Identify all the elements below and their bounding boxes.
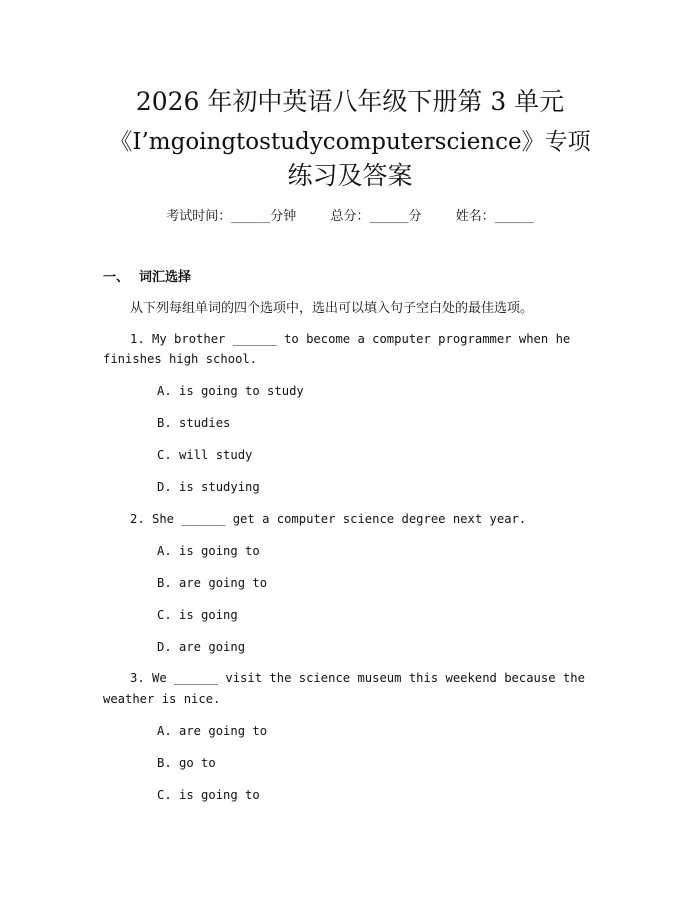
document-title-line-3: 练习及答案 xyxy=(287,161,413,190)
section-title: 词汇选择 xyxy=(139,270,192,285)
exam-info xyxy=(0,205,700,224)
section-number: 一、 xyxy=(103,270,130,285)
question-3-option-c: C. is going to xyxy=(157,788,260,802)
exam-time-field: 考试时间：______分钟 xyxy=(166,209,297,224)
question-1-option-a: A. is going to study xyxy=(157,384,304,398)
question-2-option-a: A. is going to xyxy=(157,544,260,558)
exam-name-field: 姓名：______ xyxy=(455,209,534,224)
document-title-line-1: 2026 年初中英语八年级下册第 3 单元 xyxy=(135,87,565,116)
question-1-option-d: D. is studying xyxy=(157,480,260,494)
question-2-option-c: C. is going xyxy=(157,608,238,622)
section-heading xyxy=(103,266,191,285)
question-3-text-continued: weather is nice. xyxy=(103,692,221,706)
question-3-text: 3. We ______ visit the science museum this weekend because the xyxy=(130,671,585,685)
exam-score-field: 总分：______分 xyxy=(330,209,422,224)
question-3-option-b: B. go to xyxy=(157,756,216,770)
section-instruction: 从下列每组单词的四个选项中，选出可以填入句子空白处的最佳选项。 xyxy=(130,301,534,316)
question-2-text: 2. She ______ get a computer science degree next year. xyxy=(130,512,527,526)
document-title-line-2: 《I’mgoingtostudycomputerscience》专项 xyxy=(109,129,591,155)
question-1-text: 1. My brother ______ to become a computer programmer when he xyxy=(130,332,571,346)
question-1-option-b: B. studies xyxy=(157,416,231,430)
question-2-option-d: D. are going xyxy=(157,640,246,654)
question-3-option-a: A. are going to xyxy=(157,724,268,738)
question-2-option-b: B. are going to xyxy=(157,576,268,590)
question-1-text-continued: finishes high school. xyxy=(103,352,258,366)
question-1-option-c: C. will study xyxy=(157,448,253,462)
